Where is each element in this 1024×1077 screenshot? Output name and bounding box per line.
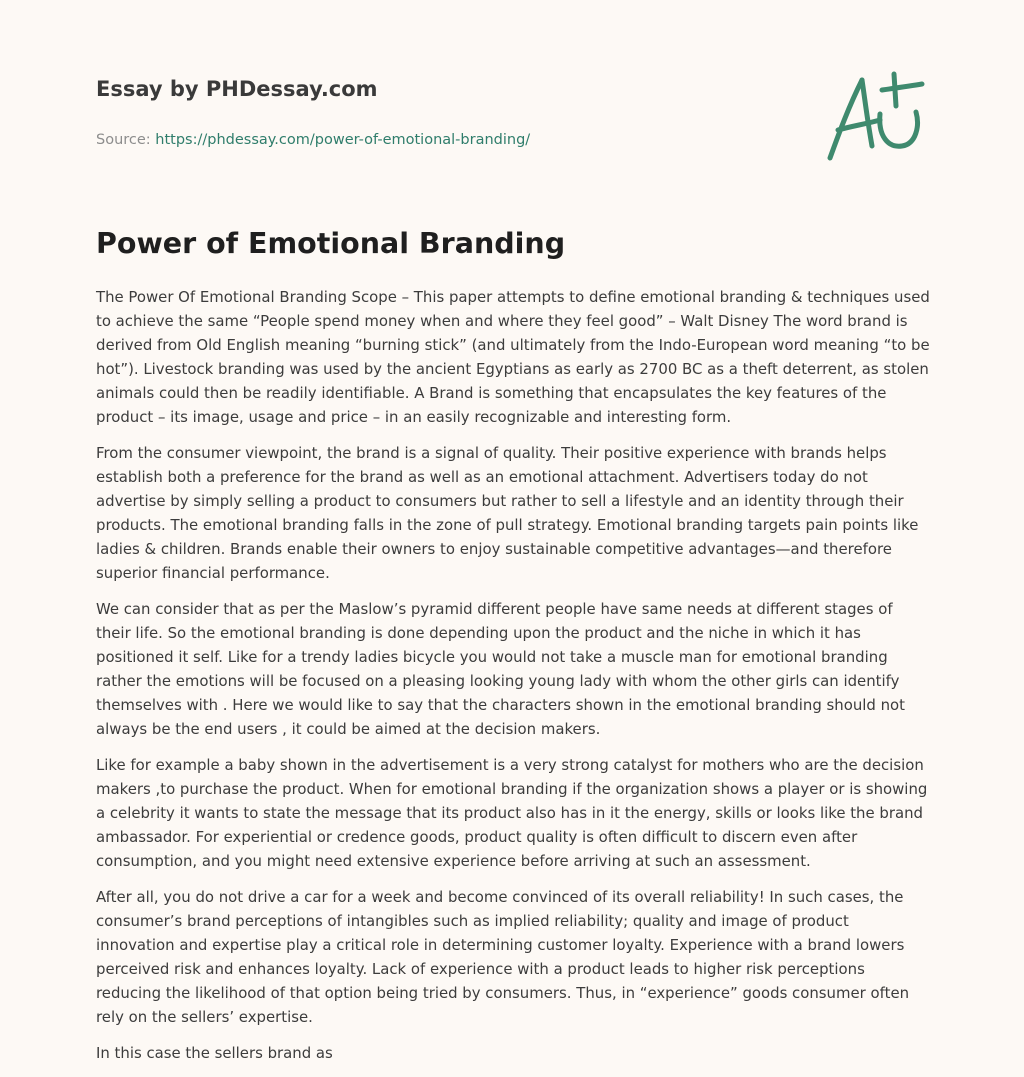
paragraph: We can consider that as per the Maslow’s pyramid different people have same needs at different stages of their life. So the emotional branding is done depending upon the product and the niche in which it has positioned it self. Like for a trendy ladies bicycle you would not take a muscle man for emotional branding rather the emotions will be focused on a pleasing looking young lady with whom the other girls can identify themselves with . Here we would like to say that the characters shown in the emotional branding should not always be the end users , it could be aimed at the decision makers. (96, 600, 905, 738)
paragraph: From the consumer viewpoint, the brand is a signal of quality. Their positive experience with brands helps establish both a preference for the brand as well as an emotional attachment. Advertisers today do not advertise by simply selling a product to consumers but rather to sell a lifestyle and an identity through their products. The emotional branding falls in the zone of pull strategy. Emotional branding targets pain points like ladies & children. Brands enable their owners to enjoy sustainable competitive advantages—and therefore superior financial performance. (96, 444, 919, 582)
a-plus-logo-icon (822, 66, 930, 166)
paragraph: After all, you do not drive a car for a week and become convinced of its overall reliability! In such cases, the consumer’s brand perceptions of intangibles such as implied reliability; quality and image of product innovation and expertise play a critical role in determining customer loyalty. Experience with a brand lowers perceived risk and enhances loyalty. Lack of experience with a product leads to higher risk perceptions reducing the likelihood of that option being tried by consumers. Thus, in “experience” goods consumer often rely on the sellers’ expertise. (96, 888, 910, 1026)
essay-title: Power of Emotional Branding (96, 227, 566, 260)
paragraph: Like for example a baby shown in the advertisement is a very strong catalyst for mothers who are the decision makers ,to purchase the product. When for emotional branding if the organization shows a player or is showing a celebrity it wants to state the message that its product also has in it the energy, skills or looks like the brand ambassador. For experiential or credence goods, product quality is often difficult to discern even after consumption, and you might need extensive experience before arriving at such an assessment. (96, 756, 928, 870)
document-header (96, 74, 796, 150)
source-label: Source: (96, 132, 156, 148)
source-link[interactable]: https://phdessay.com/power-of-emotional-branding/ (155, 132, 531, 148)
site-title: Essay by PHDessay.com (96, 77, 378, 101)
paragraph: The Power Of Emotional Branding Scope – This paper attempts to define emotional branding & techniques used to achieve the same “People spend money when and where they feel good” – Walt Disney The word brand is derived from Old English meaning “burning stick” (and ultimately from the Indo-European word meaning “to be hot”). Livestock branding was used by the ancient Egyptians as early as 2700 BC as a theft deterrent, as stolen animals could then be readily identifiable. A Brand is something that encapsulates the key features of the product – its image, usage and price – in an easily recognizable and interesting form. (96, 288, 930, 426)
essay-body (96, 285, 930, 1077)
paragraph: In this case the sellers brand as (96, 1044, 333, 1062)
source-line (96, 130, 796, 150)
